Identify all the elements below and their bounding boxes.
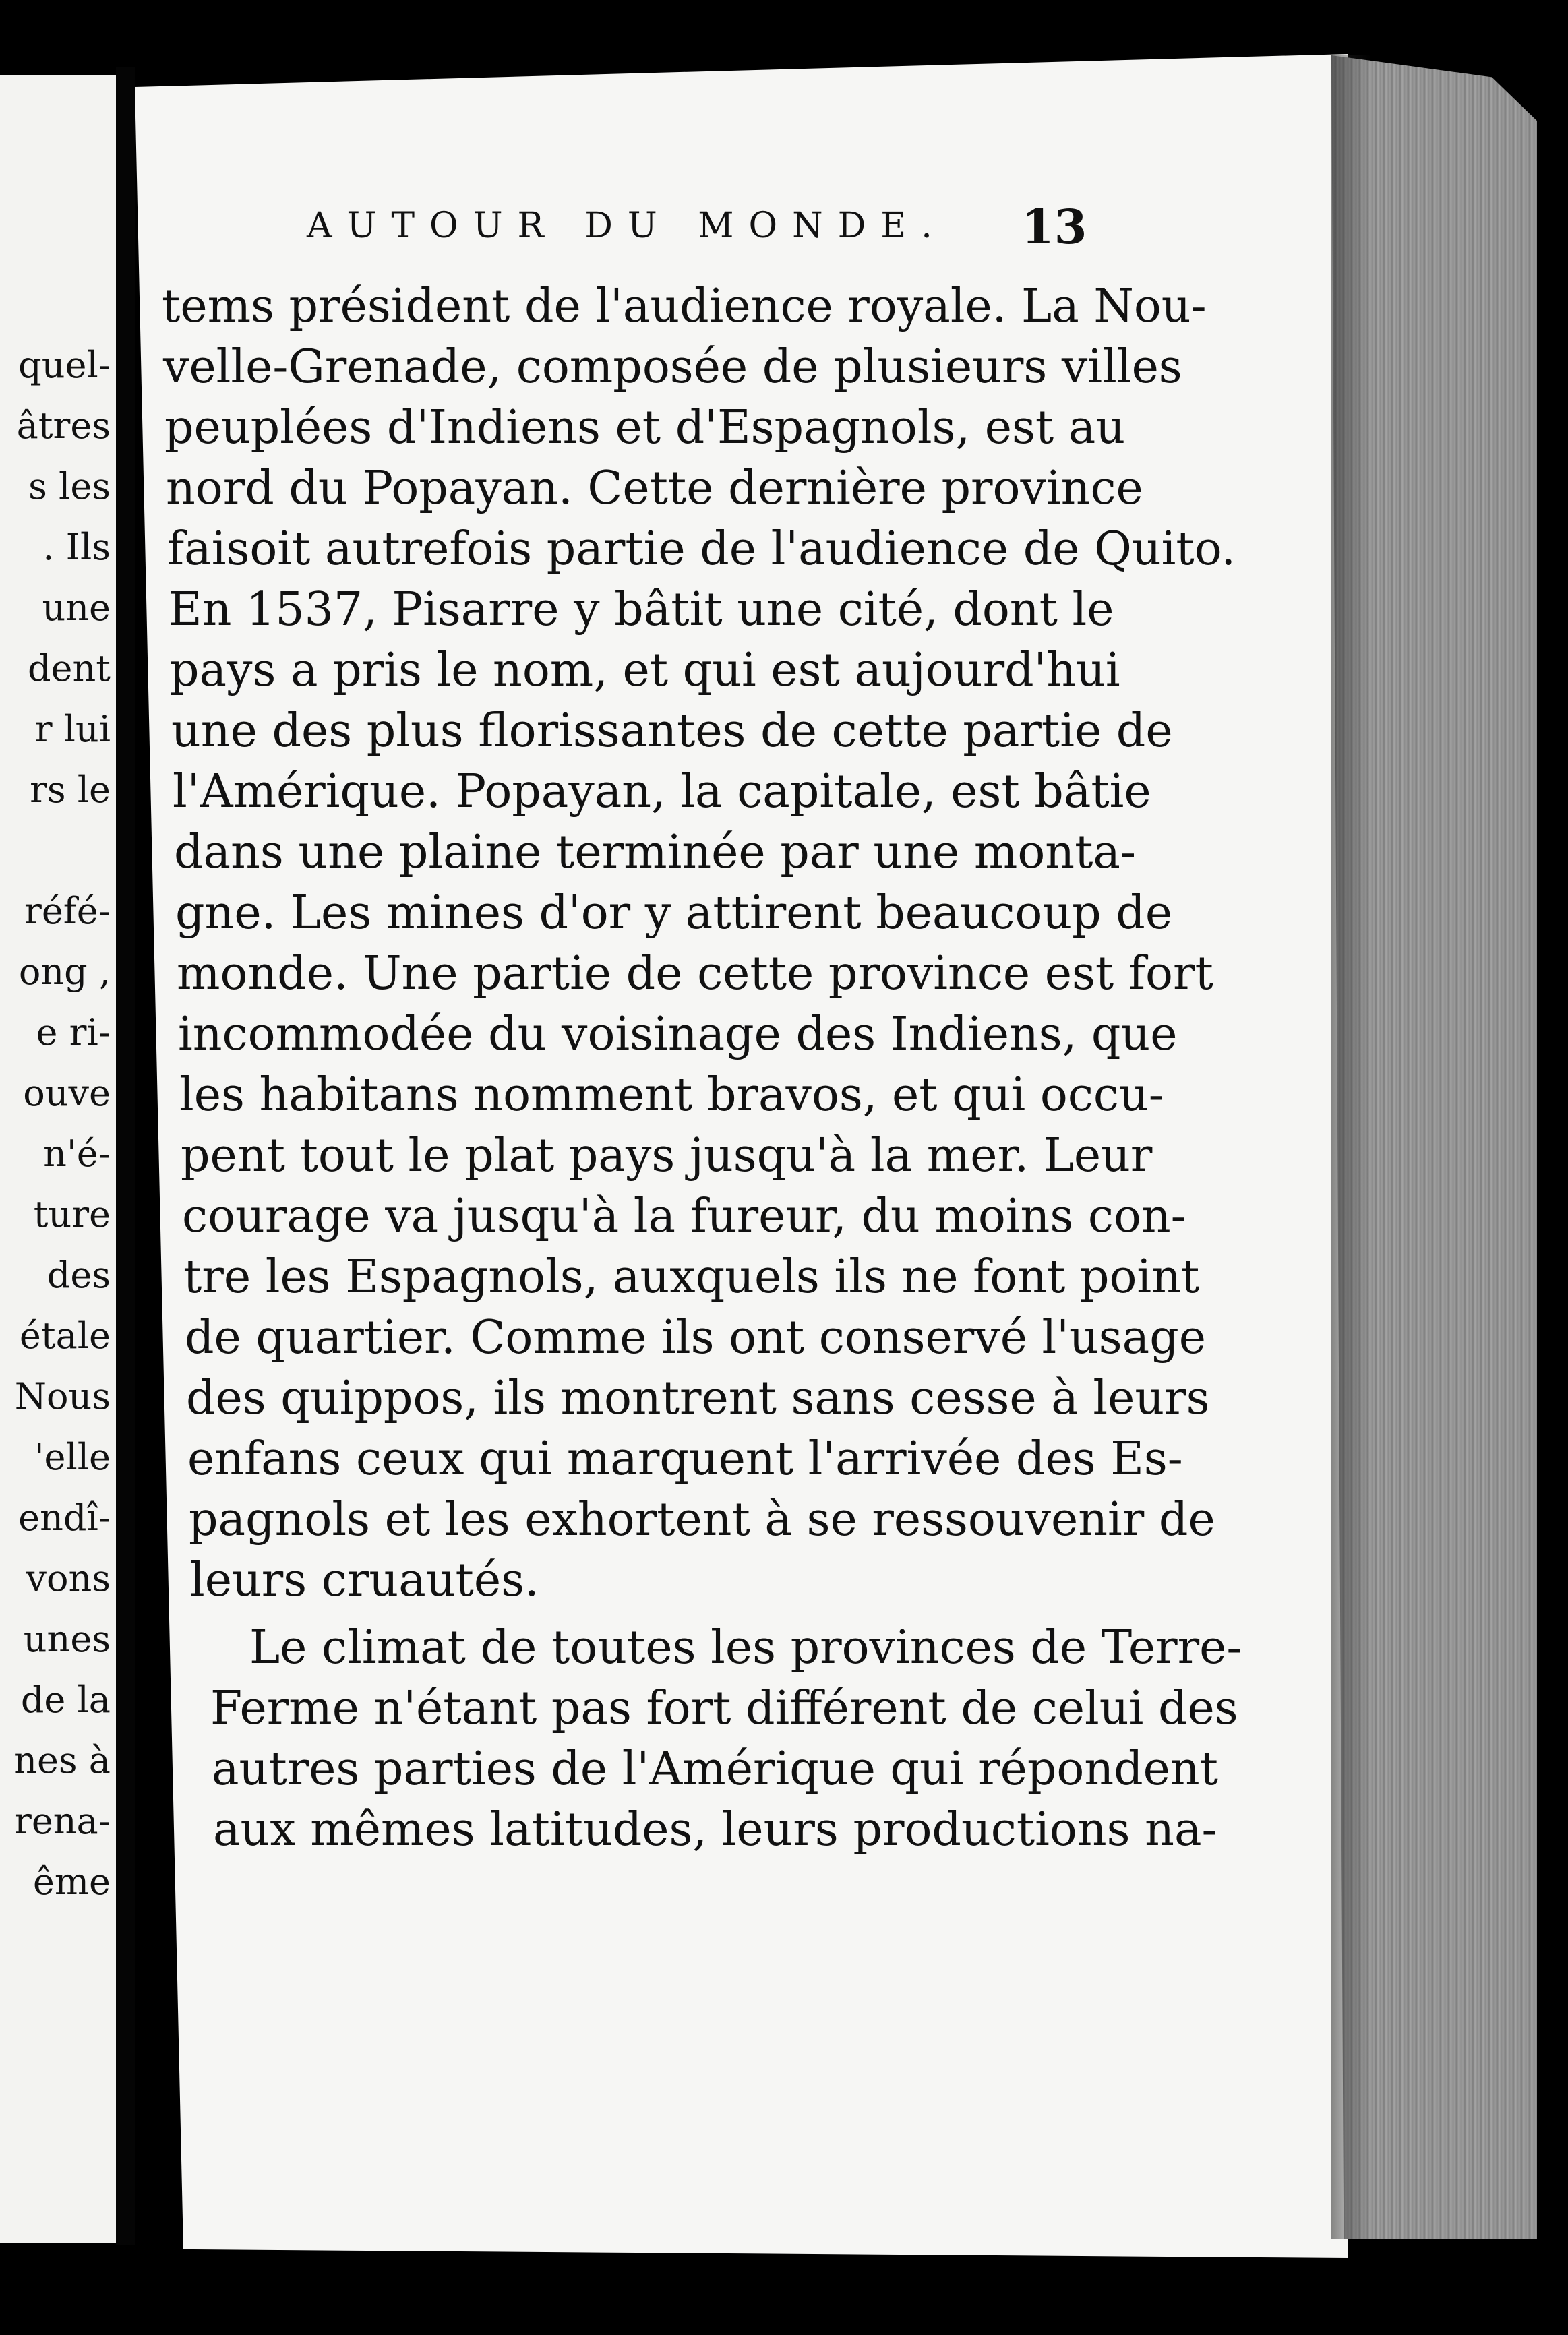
text-line: de quartier. Comme ils ont conservé l'usage [185, 1311, 1206, 1364]
text-line: des quippos, ils montrent sans cesse à leurs [186, 1372, 1210, 1425]
text-line: incommodée du voisinage des Indiens, que [178, 1008, 1178, 1061]
left-line: étale [19, 1314, 111, 1357]
left-line: une [42, 586, 111, 629]
left-line: réfé- [24, 890, 111, 932]
left-line: ouve [23, 1072, 111, 1114]
left-line: dent [27, 647, 111, 690]
text-line: leurs cruautés. [190, 1554, 539, 1607]
left-line: quel- [18, 344, 111, 386]
text-line: En 1537, Pisarre y bâtit une cité, dont le [169, 583, 1114, 636]
left-line: vons [26, 1557, 111, 1600]
left-line: n'é- [43, 1132, 111, 1175]
left-line: e ri- [36, 1011, 111, 1054]
left-line: endî- [18, 1496, 111, 1539]
page-edge-shadow [1331, 55, 1372, 2239]
left-line: r lui [34, 708, 111, 750]
text-line: aux mêmes latitudes, leurs productions na- [213, 1803, 1217, 1856]
text-line: les habitans nomment bravos, et qui occu- [179, 1068, 1164, 1122]
text-line: une des plus florissantes de cette partie de [171, 704, 1173, 758]
left-line: rena- [14, 1800, 111, 1842]
text-line: Ferme n'étant pas fort différent de celui des [210, 1682, 1238, 1735]
text-line: pent tout le plat pays jusqu'à la mer. Leur [181, 1129, 1153, 1182]
previous-page-fragment [0, 75, 116, 2243]
text-line: tems président de l'audience royale. La Nou- [162, 280, 1207, 333]
left-line: de la [20, 1678, 111, 1721]
left-line: s les [28, 465, 111, 508]
text-line: pagnols et les exhortent à se ressouvenir de [189, 1493, 1215, 1546]
text-line: velle-Grenade, composée de plusieurs villes [163, 340, 1182, 394]
text-line: pays a pris le nom, et qui est aujourd'hui [170, 644, 1120, 697]
left-line: ture [33, 1193, 111, 1236]
text-line: autres parties de l'Amérique qui répondent [212, 1742, 1219, 1796]
left-line: ong , [18, 950, 111, 993]
book-gutter [116, 67, 135, 2245]
text-line: nord du Popayan. Cette dernière province [166, 462, 1143, 515]
text-line: peuplées d'Indiens et d'Espagnols, est au [164, 401, 1126, 454]
left-line: âtres [16, 404, 111, 447]
left-line: Nous [14, 1375, 111, 1418]
left-line: . Ils [42, 526, 111, 568]
text-line: dans une plaine terminée par une monta- [174, 826, 1136, 879]
text-line: enfans ceux qui marquent l'arrivée des Es- [187, 1432, 1183, 1486]
text-line: Le climat de toutes les provinces de Terre- [249, 1621, 1242, 1674]
text-line: faisoit autrefois partie de l'audience de Quito. [167, 522, 1236, 576]
left-line: 'elle [34, 1436, 111, 1478]
text-line: tre les Espagnols, auxquels ils ne font point [183, 1250, 1200, 1304]
text-line: courage va jusqu'à la fureur, du moins con- [182, 1190, 1186, 1243]
page-number: 13 [1021, 199, 1087, 255]
text-line: gne. Les mines d'or y attirent beaucoup de [175, 886, 1173, 940]
running-head: AUTOUR DU MONDE. [307, 206, 947, 246]
left-line: ême [32, 1860, 111, 1903]
left-line: des [47, 1254, 111, 1296]
left-line: unes [23, 1618, 111, 1660]
left-line: nes à [13, 1739, 111, 1782]
text-line: l'Amérique. Popayan, la capitale, est bâtie [173, 765, 1151, 818]
text-line: monde. Une partie de cette province est fort [177, 947, 1213, 1000]
left-line: rs le [30, 768, 111, 811]
